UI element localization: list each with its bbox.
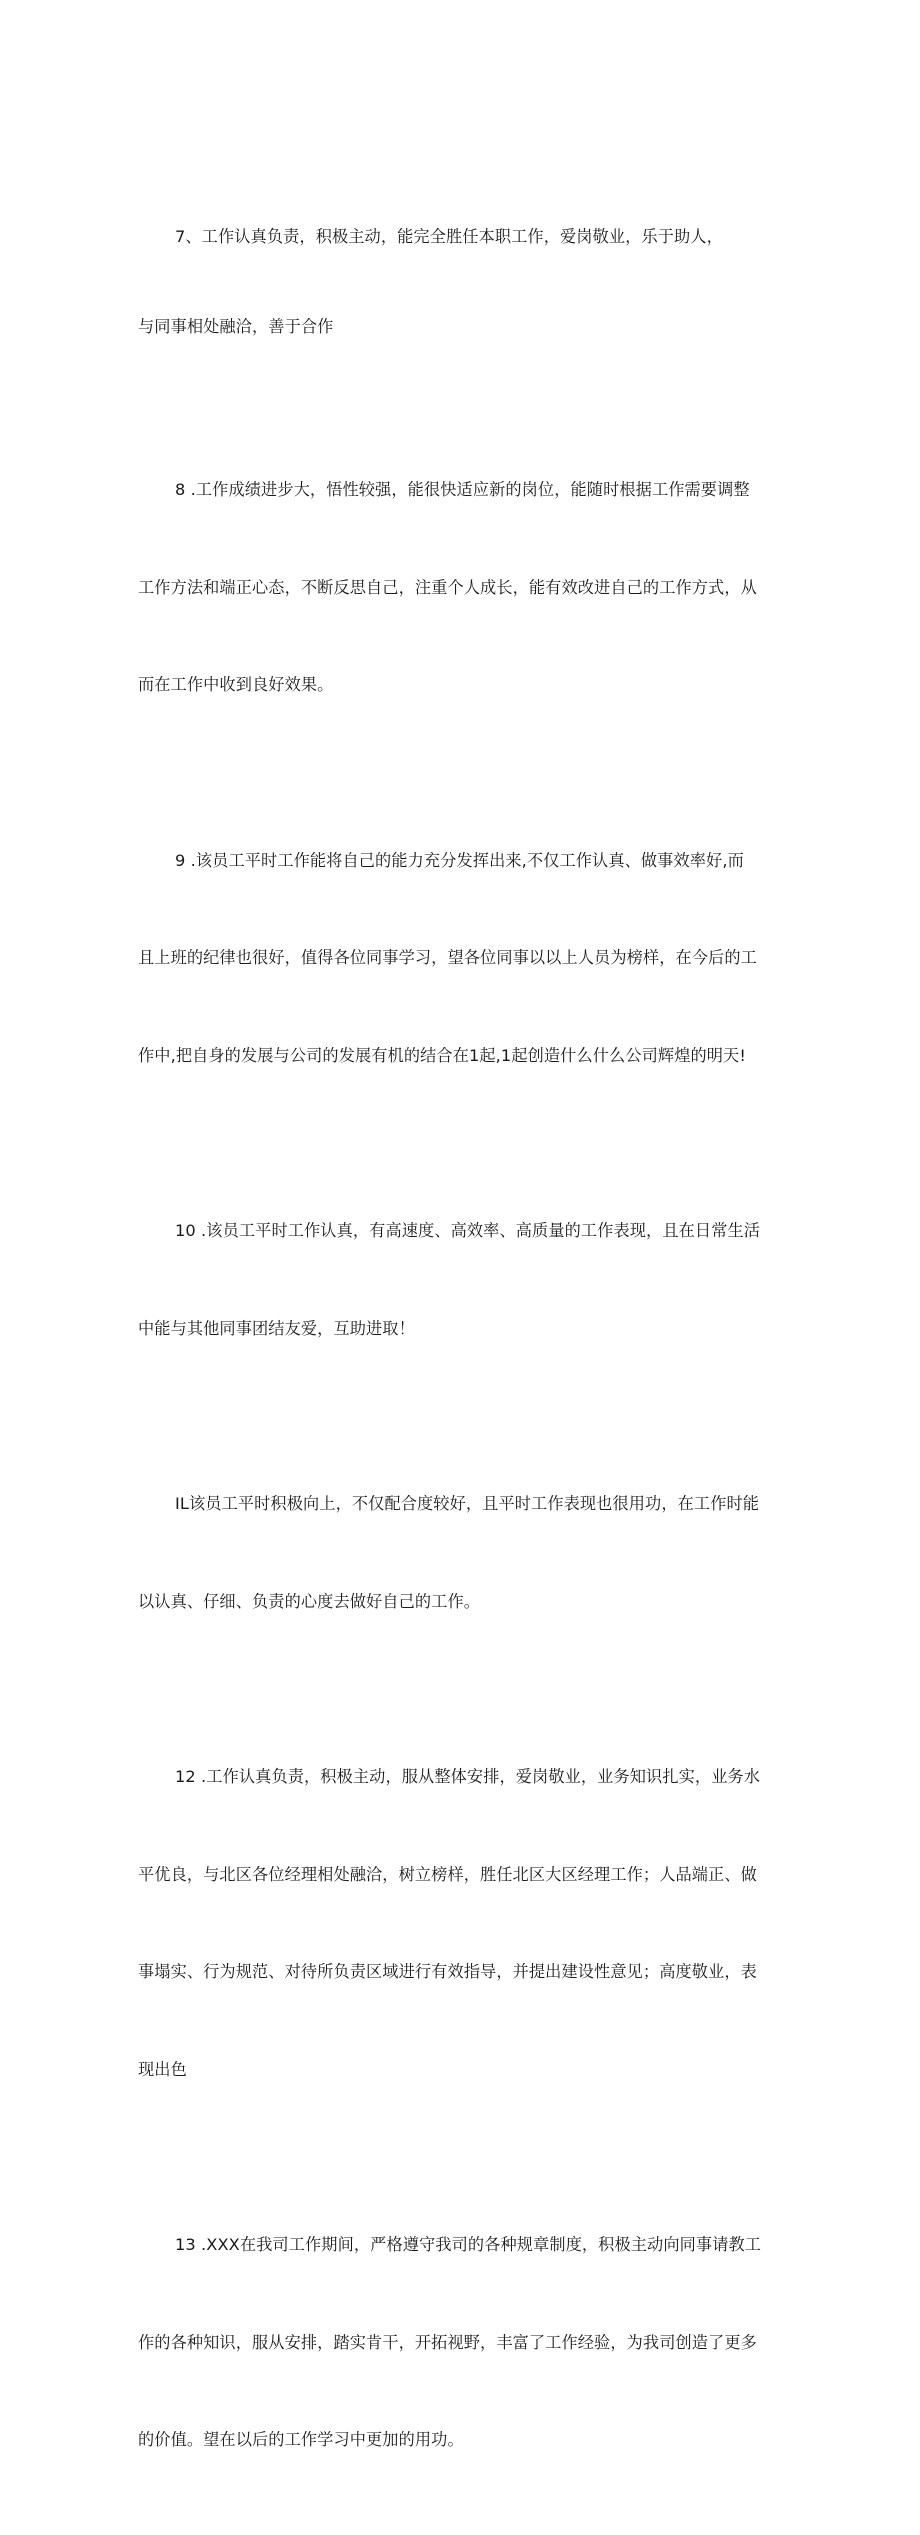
paragraph-13 bbox=[138, 2164, 788, 2522]
text-line: 10 .该员工平时工作认真，有高速度、高效率、高质量的工作表现，且在日常生活 bbox=[175, 1221, 761, 1240]
text-line: 作中,把自身的发展与公司的发展有机的结合在1起,1起创造什么什么公司辉煌的明天! bbox=[138, 1045, 746, 1065]
paragraph-7 bbox=[138, 162, 788, 402]
text-line: 且上班的纪律也很好，值得各位同事学习，望各位同事以以上人员为榜样，在今后的工 bbox=[138, 948, 757, 967]
text-line: 作的各种知识，服从安排，踏实肯干，开拓视野，丰富了工作经验，为我司创造了更多 bbox=[138, 2332, 757, 2352]
text-line: 7、工作认真负责，积极主动，能完全胜任本职工作，爱岗敬业，乐于助人， bbox=[175, 227, 723, 246]
text-line: 9 .该员工平时工作能将自己的能力充分发挥出来,不仅工作认真、做事效率好,而 bbox=[175, 850, 744, 870]
text-line: 平优良，与北区各位经理相处融洽，树立榜样，胜任北区大区经理工作；人品端正、做 bbox=[138, 1864, 757, 1884]
text-line: 12 .工作认真负责，积极主动，服从整体安排，爱岗敬业，业务知识扎实，业务水 bbox=[175, 1767, 761, 1786]
text-line: 13 .XXX在我司工作期间，严格遵守我司的各种规章制度，积极主动向同事请教工 bbox=[175, 2235, 762, 2254]
document-body bbox=[138, 162, 788, 2535]
paragraph-9 bbox=[138, 780, 788, 1138]
text-line: 而在工作中收到良好效果。 bbox=[138, 675, 334, 694]
paragraph-8 bbox=[138, 409, 788, 767]
paragraph-11 bbox=[138, 1423, 788, 1683]
text-line: IL该员工平时积极向上，不仅配合度较好，且平时工作表现也很用功，在工作时能 bbox=[175, 1494, 760, 1513]
text-line: 现出色 bbox=[138, 2059, 187, 2079]
text-line: 事塌实、行为规范、对待所负责区域进行有效指导，并提出建设性意见；高度敬业，表 bbox=[138, 1962, 757, 1981]
text-line: 与同事相处融洽，善于合作 bbox=[138, 317, 334, 336]
text-line: 中能与其他同事团结友爱，互助进取！ bbox=[138, 1318, 415, 1338]
text-line: 8 .工作成绩进步大，悟性较强，能很快适应新的岗位，能随时根据工作需要调整 bbox=[175, 480, 750, 499]
paragraph-10 bbox=[138, 1150, 788, 1410]
text-line: 以认真、仔细、负责的心度去做好自己的工作。 bbox=[138, 1591, 481, 1611]
paragraph-12 bbox=[138, 1696, 788, 2151]
text-line: 工作方法和端正心态，不断反思自己，注重个人成长，能有效改进自己的工作方式，从 bbox=[138, 577, 757, 597]
text-line: 的价值。望在以后的工作学习中更加的用功。 bbox=[138, 2430, 464, 2449]
